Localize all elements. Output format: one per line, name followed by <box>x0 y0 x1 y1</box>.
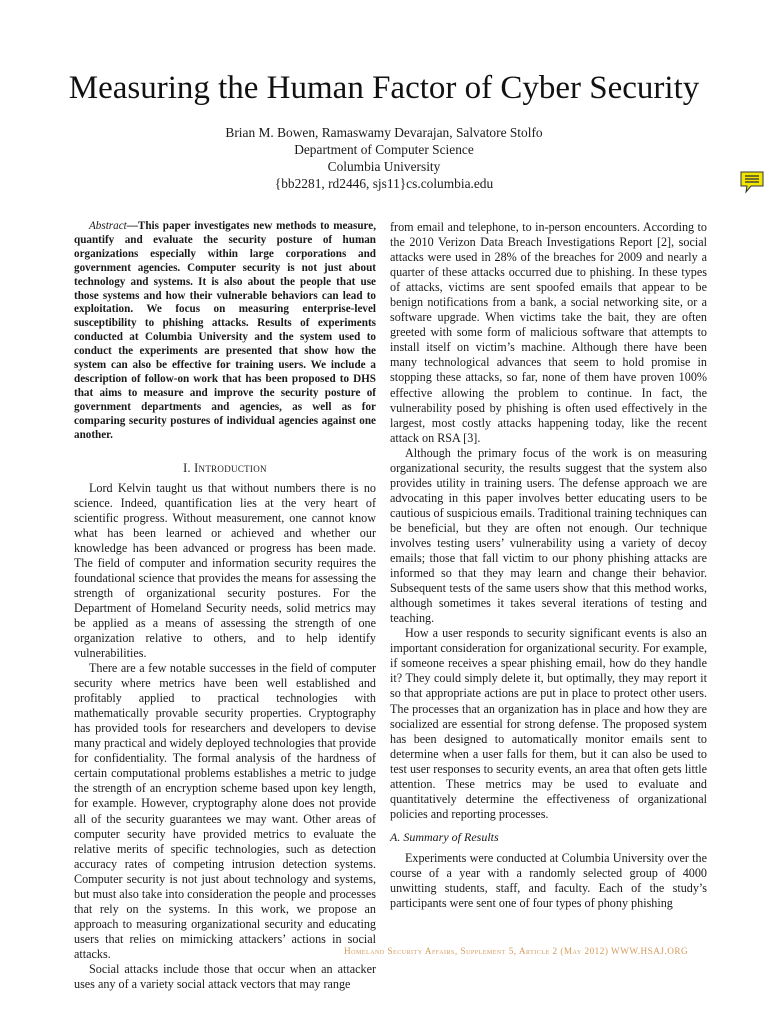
author-emails: {bb2281, rd2446, sjs11}cs.columbia.edu <box>274 176 494 191</box>
section-heading-introduction: I. Introduction <box>183 460 267 475</box>
author-names: Brian M. Bowen, Ramaswamy Devarajan, Salvatore Stolfo <box>225 125 543 140</box>
abstract-lead: Abstract <box>89 220 127 232</box>
intro-paragraph-1: Lord Kelvin taught us that without numbers there is no science. Indeed, quantification lies at the very heart of scientific progress. Without measurement, one cannot know what has been learned or achieved and whether our knowledge has been advanced or progress has been made. The field of computer and information security requires the foundational science that provides the means for assessing the strength of organizational security postures. For the Department of Homeland Security needs, solid metrics may be applied as a means of assessing the strength of one organization relative to others, and to help identify vulnerabilities. <box>74 480 376 661</box>
paper-title: Measuring the Human Factor of Cyber Security <box>68 70 700 106</box>
intro-paragraph-4: Although the primary focus of the work is on measuring organizational security, the results suggest that the system also provides utility in training users. The defense approach we are advocating in this paper involves better educating users to be cautious of suspicious emails. Traditional training techniques can be beneficial, but they are often not enough. Our technique involves testing users’ vulnerability using a variety of decoy emails; those that fall victim to our phony phishing attacks are informed so that they may learn and change their behavior. Subsequent tests of the same users show that this method works, although sometimes it takes several iterations of testing and teaching. <box>390 445 707 626</box>
intro-paragraph-3: Social attacks include those that occur when an attacker uses any of a variety social attack vectors that may range <box>74 962 376 992</box>
intro-paragraph-5: How a user responds to security significant events is also an important consideration for organizational security. For example, if someone receives a spear phishing email, how do they handle it? They could simply delete it, but optimally, they may report it so that appropriate actions are put in place to protect other users. The processes that an organization has in place and how they are socialized are essential for strong defense. The proposed system has been designed to automatically monitor emails sent to determine when a user falls for them, but it can also be used to test user responses to security events, an area that often gets little attention. These metrics may be used to evaluate and quantitatively determine the effectiveness of organizational policies and reporting processes. <box>390 626 707 821</box>
left-column <box>74 220 376 992</box>
intro-paragraph-2: There are a few notable successes in the field of computer security where metrics have been well established and profitably applied to practical technologies with mathematically provable security properties. Cryptography has provided tools for researchers and developers to devise many practical and widely deployed technologies that provide for confidentiality. The formal analysis of the hardness of certain computational problems establishes a metric to judge the strength of an encryption scheme based upon key length, for example. However, cryptography alone does not provide all of the security guarantees we may want. Other areas of computer security have provided metrics to evaluate the relative merits of specific technologies, such as detection accuracy rates of competing intrusion detection systems. Computer security is not just about technology and systems, but must also take into consideration the people and processes that rely on the systems. In this work, we propose an approach to measuring organizational security and educating users that relies on mimicking attackers’ actions in social attacks. <box>74 661 376 961</box>
comment-icon[interactable] <box>739 170 765 194</box>
abstract-text: —This paper investigates new methods to measure, quantify and evaluate the security posture of human organizations especially within large corporations and government agencies. Computer security is not just about technology and systems. It is also about the people that use those systems and how their vulnerable behaviors can lead to exploitation. We focus on measuring enterprise-level susceptibility to phishing attacks. Results of experiments conducted at Columbia University and the system used to conduct the experiments are presented that show how the system can also be effective for training users. We include a description of follow-on work that has been proposed to DHS that aims to measure and improve the security posture of government departments and agencies, as well as for comparing security postures of individual agencies against one another. <box>74 220 376 441</box>
abstract <box>74 220 376 443</box>
summary-paragraph-1: Experiments were conducted at Columbia University over the course of a year with a randomly selected group of 4000 unwitting students, staff, and faculty. Each of the study’s participants were sent one of four types of phony phishing <box>390 850 707 911</box>
intro-paragraph-3-continued: from email and telephone, to in-person encounters. According to the 2010 Verizon Data Breach Investigations Report [2], social attacks were used in 28% of the breaches for 2009 and nearly a quarter of these attacks occurred due to phishing. In these types of attacks, victims are sent spoofed emails that appear to be benign notifications from a bank, a social networking site, or a software upgrade. When victims take the bait, they are often greeted with some form of malicious software that attempts to install itself on victim’s machine. Although there have been many technological advances that seem to hold promise in stopping these attacks, so far, none of them have proven 100% effective allowing the problem to continue. In fact, the vulnerability posed by phishing is often used effectively in the largest, most costly attacks happening today, like the recent attack on RSA [3]. <box>390 220 707 445</box>
author-block <box>0 124 768 192</box>
subsection-heading-summary: A. Summary of Results <box>390 829 499 844</box>
author-department: Department of Computer Science <box>294 142 474 157</box>
author-university: Columbia University <box>327 159 441 174</box>
right-column <box>390 220 707 911</box>
page-footer: Homeland Security Affairs, Supplement 5, Article 2 (May 2012) WWW.HSAJ.ORG <box>344 946 689 956</box>
